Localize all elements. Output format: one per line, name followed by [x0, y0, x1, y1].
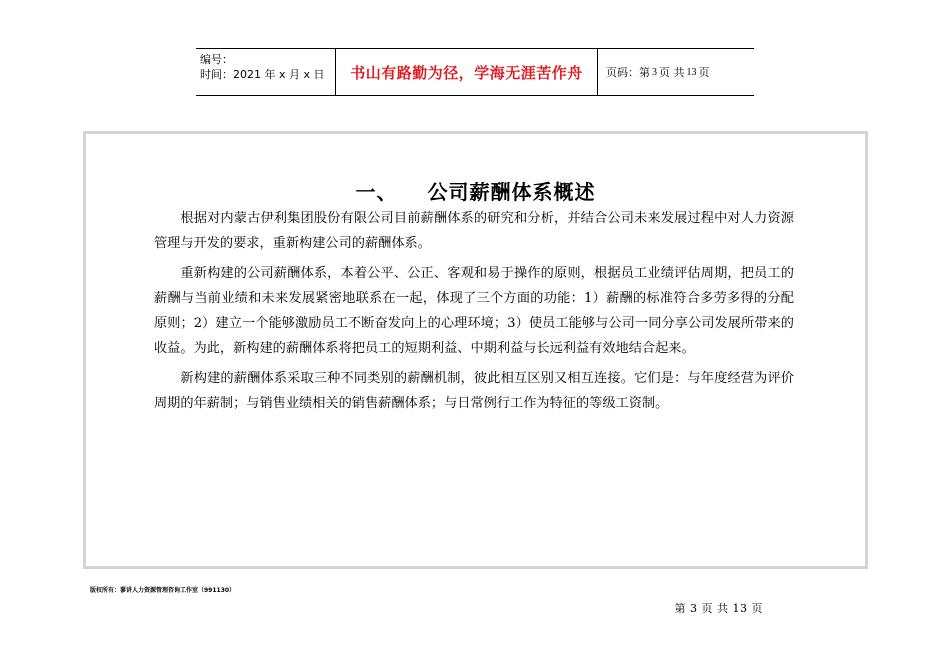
- section-title: [86, 176, 865, 205]
- page-header: [196, 48, 754, 96]
- document-time-label: 时间：2021 年 x 月 x 日: [200, 68, 325, 81]
- page-label-suffix: 页: [698, 66, 710, 79]
- page-total: 13: [686, 66, 697, 78]
- page-label-prefix: 页码：第: [606, 66, 650, 79]
- paragraph: 重新构建的公司薪酬体系，本着公平、公正、客观和易于操作的原则，根据员工业绩评估周期，把员工的薪酬与当前业绩和未来发展紧密地联系在一起，体现了三个方面的功能：1）薪酬的标准符合多劳多得的分配原则；2）建立一个能够激励员工不断奋发向上的心理环境；3）使员工能够与公司一同分享公司发展所带来的收益。为此，新构建的薪酬体系将把员工的短期利益、中期利益与长远利益有效地结合起来。: [154, 266, 794, 356]
- footer-page-number: 第 3 页 共 13 页: [674, 602, 763, 615]
- body-text: [154, 206, 794, 421]
- header-page-number: [598, 49, 754, 95]
- document-number-label: 编号：: [200, 53, 233, 66]
- paragraph: 根据对内蒙古伊利集团股份有限公司目前薪酬体系的研究和分析，并结合公司未来发展过程中对人力资源管理与开发的要求，重新构建公司的薪酬体系。: [154, 211, 794, 251]
- page-label-mid: 页 共: [659, 66, 685, 79]
- header-meta: [196, 49, 336, 95]
- page-current: 3: [652, 66, 657, 78]
- paragraph: 新构建的薪酬体系采取三种不同类别的薪酬机制，彼此相互区别又相互连接。它们是：与年度经营为评价周期的年薪制；与销售业绩相关的销售薪酬体系；与日常例行工作为特征的等级工资制。: [154, 371, 794, 411]
- header-motto: 书山有路勤为径，学海无涯苦作舟: [336, 49, 598, 95]
- content-frame: [83, 131, 868, 569]
- section-title-number: 一、: [355, 180, 398, 204]
- copyright-notice: 版权所有：蓼讲人力资源管理咨询工作室（991130）: [90, 587, 236, 594]
- section-title-text: 公司薪酬体系概述: [427, 180, 596, 204]
